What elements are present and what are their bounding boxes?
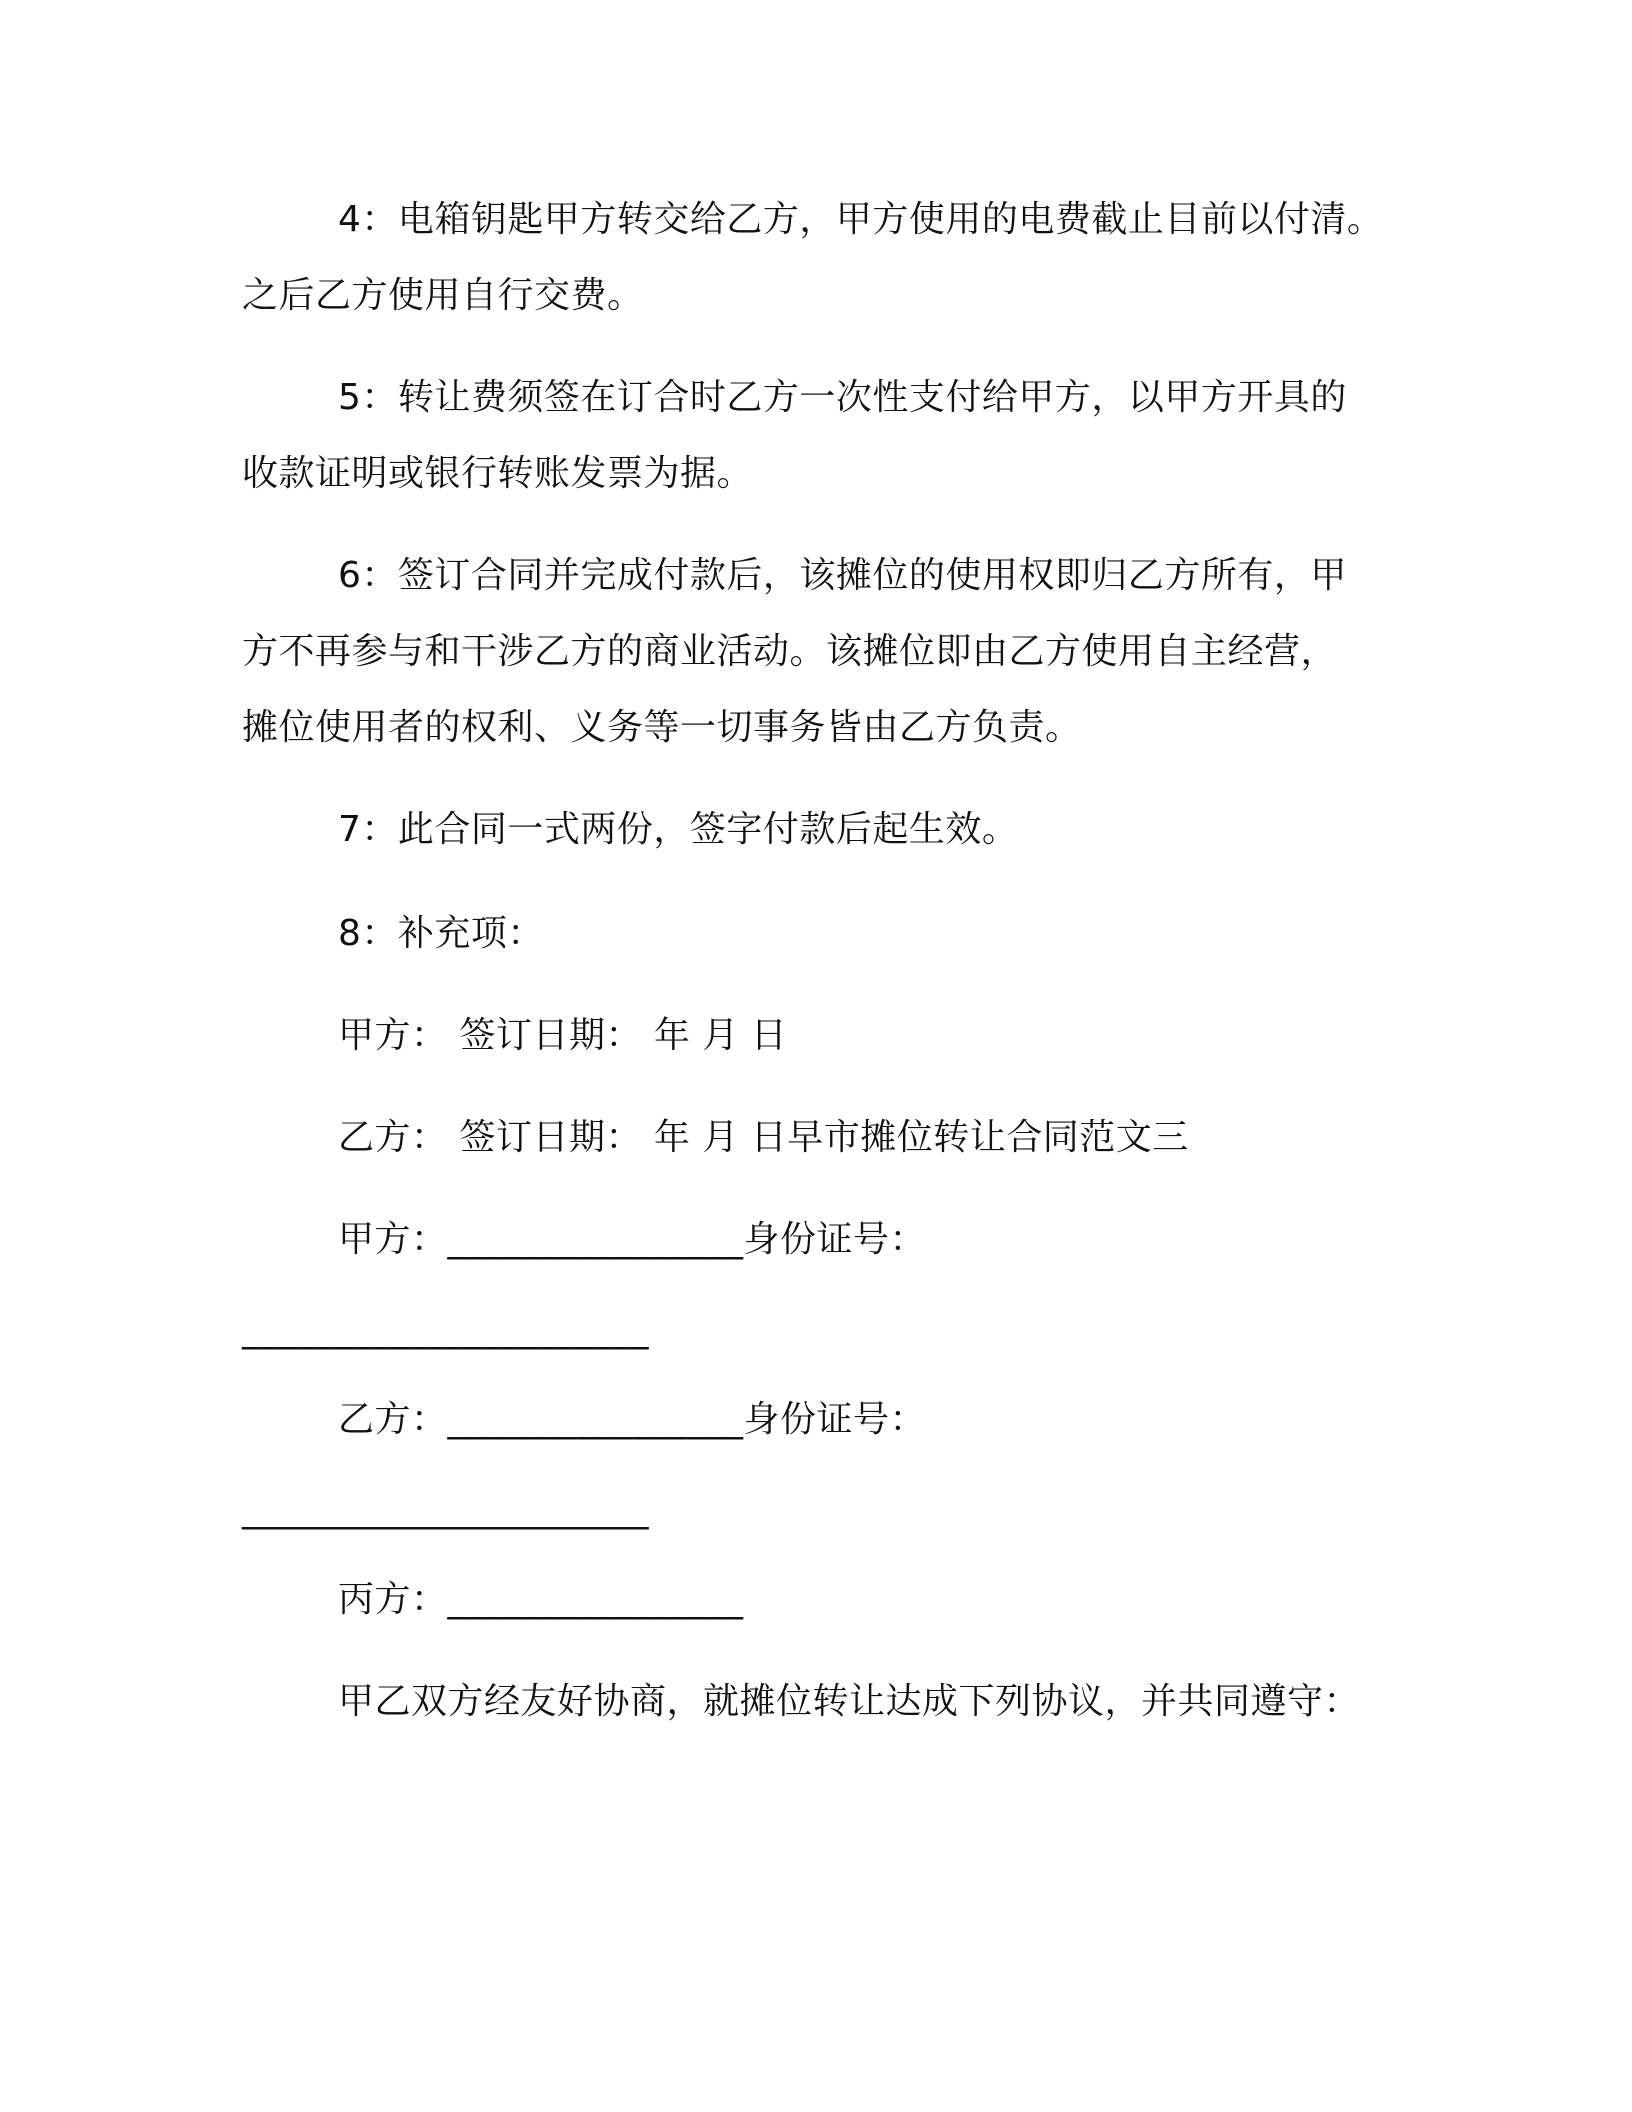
- clause-4-line-1: 4：电箱钥匙甲方转交给乙方，甲方使用的电费截止目前以付清。: [338, 199, 1384, 240]
- clause-6-line-3: 摊位使用者的权利、义务等一切事务皆由乙方负责。: [242, 707, 1082, 748]
- clause-5-line-1: 5：转让费须签在订合时乙方一次性支付给甲方，以甲方开具的: [338, 377, 1347, 418]
- clause-7: 7：此合同一式两份，签字付款后起生效。: [338, 809, 1019, 850]
- party-b-id-line: 乙方：________________身份证号：: [338, 1399, 927, 1440]
- clause-4-line-2: 之后乙方使用自行交费。: [242, 275, 644, 316]
- party-b-sign-date: 乙方： 签订日期： 年 月 日早市摊位转让合同范文三: [338, 1117, 1189, 1158]
- party-a-id-line: 甲方：________________身份证号：: [338, 1219, 927, 1260]
- clause-6-line-2: 方不再参与和干涉乙方的商业活动。该摊位即由乙方使用自主经营，: [242, 631, 1338, 672]
- clause-6-line-1: 6：签订合同并完成付款后，该摊位的使用权即归乙方所有，甲: [338, 555, 1347, 596]
- clause-8: 8：补充项：: [338, 913, 544, 954]
- clause-5-line-2: 收款证明或银行转账发票为据。: [242, 453, 754, 494]
- agreement-intro: 甲乙双方经友好协商，就摊位转让达成下列协议，并共同遵守：: [338, 1681, 1361, 1722]
- party-c-line: 丙方：________________: [338, 1579, 744, 1620]
- party-a-id-blank: ______________________: [242, 1309, 649, 1350]
- party-b-id-blank: ______________________: [242, 1489, 649, 1530]
- party-a-sign-date: 甲方： 签订日期： 年 月 日: [338, 1015, 788, 1056]
